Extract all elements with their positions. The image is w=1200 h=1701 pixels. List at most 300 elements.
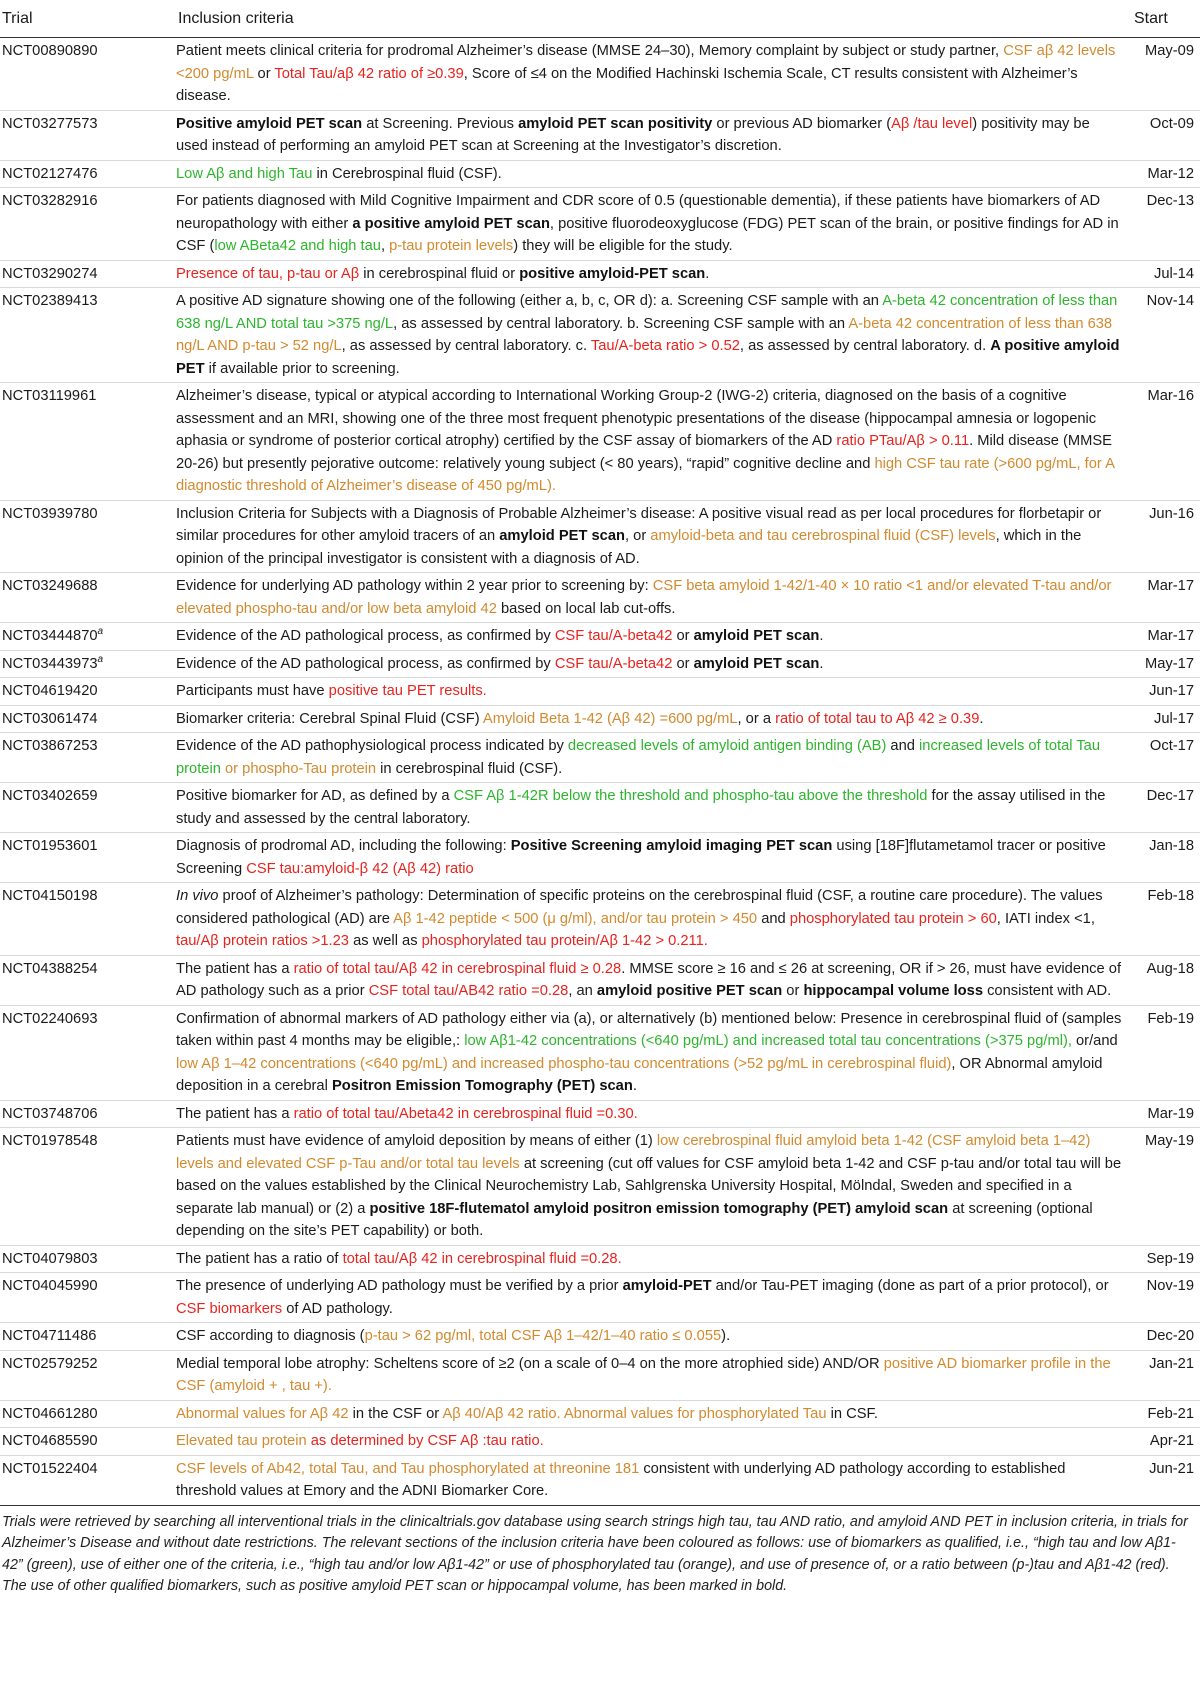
- start-date-cell: [1134, 783, 1200, 833]
- trial-id: NCT04619420: [2, 683, 98, 699]
- trial-id-cell: [0, 160, 176, 188]
- criteria-red-text: Tau/A-beta ratio > 0.52: [590, 338, 740, 354]
- start-date: Jun-16: [1149, 505, 1194, 522]
- trial-id-cell: [0, 38, 176, 111]
- inclusion-criteria-cell: [176, 188, 1134, 261]
- criteria-green-text: Low Aβ and high Tau: [176, 165, 313, 182]
- criteria-orange-text: A-beta 42 concentration of less than 638 ng/L AND p-tau > 52 ng/L: [176, 315, 1113, 354]
- trial-id: NCT02127476: [2, 165, 98, 182]
- table-row: [0, 383, 1200, 501]
- criteria-text: for the assay utilised in the study and assessed by the central laboratory.: [176, 788, 1106, 827]
- start-date: Jan-18: [1149, 838, 1194, 854]
- criteria-orange-text: p-tau > 62 pg/ml, total CSF Aβ 1–42/1–40 ratio ≤ 0.055: [364, 1328, 722, 1344]
- criteria-text: at Screening. Previous: [362, 115, 519, 132]
- criteria-red-text: CSF biomarkers: [176, 1300, 283, 1317]
- criteria-orange-text: high CSF tau rate (>600 pg/mL, for A diagnostic threshold of Alzheimer’s disease of 450 pg/mL).: [176, 455, 1115, 494]
- inclusion-criteria-cell: [176, 383, 1134, 501]
- table-row: [0, 1400, 1200, 1428]
- start-date: Dec-13: [1146, 193, 1194, 209]
- start-date: Mar-19: [1147, 1105, 1194, 1122]
- criteria-text: ) positivity may be used instead of performing an amyloid PET scan at Screening at the Investigator’s discretion.: [176, 115, 1090, 154]
- criteria-text: Patient meets clinical criteria for prodromal Alzheimer’s disease (MMSE 24–30), Memory complaint by subject or study partner,: [176, 43, 1004, 59]
- criteria-text: in CSF.: [826, 1405, 878, 1422]
- table-header: [0, 0, 1200, 38]
- start-date-cell: [1134, 500, 1200, 573]
- trial-id: NCT04661280: [2, 1405, 98, 1422]
- trial-id: NCT02240693: [2, 1010, 98, 1027]
- criteria-text: Patients must have evidence of amyloid deposition by means of either (1): [176, 1133, 657, 1149]
- start-date-cell: [1134, 383, 1200, 501]
- criteria-text: .: [979, 710, 984, 727]
- start-date: Mar-17: [1147, 578, 1194, 594]
- criteria-text: Medial temporal lobe atrophy: Scheltens score of ≥2 (on a scale of 0–4 on the more atrophied side) AND/OR: [176, 1355, 884, 1372]
- trial-id: NCT03119961: [2, 388, 97, 404]
- start-date: Apr-21: [1149, 1433, 1194, 1449]
- criteria-text: Inclusion Criteria for Subjects with a Diagnosis of Probable Alzheimer’s disease: A positive visual read as per local procedures for florbetapir or similar procedures for other amyloid tracers of an: [176, 505, 1102, 544]
- criteria-bold-text: amyloid PET scan: [693, 655, 820, 672]
- criteria-red-text: Presence of tau, p-tau or Aβ: [176, 265, 360, 282]
- inclusion-criteria-cell: [176, 1455, 1134, 1505]
- criteria-red-text: as determined by CSF Aβ :tau ratio.: [310, 1433, 544, 1449]
- table-row: [0, 500, 1200, 573]
- inclusion-criteria-cell: [176, 650, 1134, 678]
- inclusion-criteria-cell: [176, 260, 1134, 288]
- start-date: May-09: [1145, 43, 1194, 59]
- inclusion-criteria-cell: [176, 110, 1134, 160]
- criteria-text: Diagnosis of prodromal AD, including the following:: [176, 838, 511, 854]
- criteria-red-text: CSF tau:amyloid-β 42 (Aβ 42) ratio: [246, 860, 474, 877]
- criteria-text: Evidence of the AD pathological process, as confirmed by: [176, 628, 555, 644]
- criteria-text: or previous AD biomarker (: [712, 115, 892, 132]
- trial-id-cell: [0, 1245, 176, 1273]
- criteria-orange-text: or phospho-Tau protein: [225, 760, 377, 777]
- start-date-cell: [1134, 1350, 1200, 1400]
- criteria-bold-text: amyloid PET scan: [693, 628, 820, 644]
- criteria-text: consistent with underlying AD pathology according to established threshold values at Emory and the ADNI Biomarker Core.: [176, 1460, 1066, 1499]
- criteria-red-text: Aβ /tau level: [891, 115, 973, 132]
- criteria-orange-text: positive AD biomarker profile in the CSF (amyloid + , tau +).: [176, 1355, 1111, 1394]
- start-date-cell: [1134, 1128, 1200, 1246]
- criteria-text: , as assessed by central laboratory. b. Screening CSF sample with an: [393, 315, 849, 332]
- header-trial: Trial: [0, 0, 176, 38]
- start-date: Jan-21: [1149, 1355, 1194, 1372]
- trial-id: NCT00890890: [2, 43, 98, 59]
- criteria-text: CSF according to diagnosis (: [176, 1328, 365, 1344]
- trial-id-cell: [0, 1323, 176, 1351]
- criteria-red-text: CSF tau/A-beta42: [554, 628, 673, 644]
- table-row: [0, 1128, 1200, 1246]
- criteria-text: , IATI index <1,: [996, 910, 1095, 927]
- criteria-orange-text: Aβ 40/Aβ 42 ratio. Abnormal values for phosphorylated Tau: [442, 1405, 827, 1422]
- start-date-cell: [1134, 1455, 1200, 1505]
- start-date: Mar-16: [1147, 388, 1194, 404]
- criteria-text: Alzheimer’s disease, typical or atypical according to International Working Group-2 (IWG-2) criteria, diagnosed on the basis of a cognitive assessment and an MRI, showing one of the three most frequent phenotypic presentations of the disease (hippocampal amnesia or logopenic aphasia or syndrome of posterior cortical atrophy) certified by the CSF assay of biomarkers of the AD: [176, 388, 1097, 449]
- inclusion-criteria-cell: [176, 1245, 1134, 1273]
- inclusion-criteria-cell: [176, 833, 1134, 883]
- criteria-text: based on local lab cut-offs.: [496, 600, 676, 617]
- criteria-text: in cerebrospinal fluid (CSF).: [376, 760, 563, 777]
- criteria-orange-text: Abnormal values for Aβ 42: [176, 1405, 349, 1422]
- table-row: [0, 1455, 1200, 1505]
- start-date-cell: [1134, 38, 1200, 111]
- criteria-orange-text: CSF beta amyloid 1-42/1-40 × 10 ratio <1 and/or elevated T-tau and/or elevated phospho-tau and/or low beta amyloid 42: [176, 578, 1112, 617]
- inclusion-criteria-cell: [176, 38, 1134, 111]
- start-date-cell: [1134, 1005, 1200, 1100]
- inclusion-criteria-cell: [176, 678, 1134, 706]
- trial-id: NCT04150198: [2, 888, 98, 904]
- table-row: [0, 573, 1200, 623]
- trial-id-cell: [0, 288, 176, 383]
- trial-id-cell: [0, 623, 176, 651]
- criteria-text: , as assessed by central laboratory. c.: [341, 338, 591, 354]
- inclusion-criteria-cell: [176, 1005, 1134, 1100]
- criteria-bold-text: amyloid PET scan: [499, 528, 625, 544]
- trial-footnote-marker: a: [97, 653, 104, 665]
- criteria-text: , or: [624, 528, 651, 544]
- start-date: Oct-09: [1149, 115, 1194, 132]
- criteria-text: Participants must have: [176, 683, 329, 699]
- trial-id-cell: [0, 955, 176, 1005]
- start-date-cell: [1134, 623, 1200, 651]
- trial-id-cell: [0, 1400, 176, 1428]
- table-row: [0, 1350, 1200, 1400]
- table-row: [0, 1273, 1200, 1323]
- inclusion-criteria-cell: [176, 573, 1134, 623]
- start-date: Jun-17: [1149, 683, 1194, 699]
- criteria-text: and: [886, 738, 920, 754]
- table-row: [0, 733, 1200, 783]
- inclusion-criteria-cell: [176, 733, 1134, 783]
- trial-id: NCT04388254: [2, 960, 98, 977]
- criteria-orange-text: low Aβ 1–42 concentrations (<640 pg/mL) and increased phospho-tau concentrations (>52 pg/mL in cerebrospinal fluid): [176, 1055, 952, 1072]
- start-date-cell: [1134, 288, 1200, 383]
- trial-id-cell: [0, 1350, 176, 1400]
- criteria-bold-text: a positive amyloid PET scan: [352, 215, 550, 232]
- criteria-text: .: [819, 628, 824, 644]
- criteria-text: proof of Alzheimer’s pathology: Determination of specific proteins on the cerebrospinal fluid (CSF, a routine care procedure). The values considered pathological (AD) are: [176, 888, 1103, 927]
- criteria-red-text: CSF total tau/AB42 ratio =0.28: [368, 983, 569, 999]
- trial-id-cell: [0, 1005, 176, 1100]
- criteria-orange-text: p-tau protein levels: [389, 238, 514, 254]
- start-date: Dec-20: [1146, 1328, 1194, 1344]
- criteria-red-text: ratio PTau/Aβ > 0.11: [836, 433, 970, 449]
- trial-id-cell: [0, 500, 176, 573]
- start-date-cell: [1134, 705, 1200, 733]
- criteria-green-text: low Aβ1-42 concentrations (<640 pg/mL) and increased total tau concentrations (>375 pg/ml),: [464, 1033, 1072, 1049]
- trial-id-cell: [0, 833, 176, 883]
- trial-id-cell: [0, 650, 176, 678]
- start-date-cell: [1134, 573, 1200, 623]
- start-date: Dec-17: [1146, 788, 1194, 804]
- start-date: Oct-17: [1149, 738, 1194, 754]
- table-row: [0, 955, 1200, 1005]
- criteria-bold-text: amyloid positive PET scan: [596, 983, 783, 999]
- start-date-cell: [1134, 1323, 1200, 1351]
- start-date: Feb-19: [1147, 1010, 1194, 1027]
- trial-id: NCT03290274: [2, 265, 98, 282]
- table-row: [0, 1100, 1200, 1128]
- inclusion-criteria-cell: [176, 1128, 1134, 1246]
- criteria-red-text: ratio of total tau to Aβ 42 ≥ 0.39: [775, 710, 980, 727]
- criteria-text: at screening (cut off values for CSF amyloid beta 1-42 and CSF p-tau and/or total tau will be based on the values established by the Clinical Neurochemistry Lab, Sahlgrenska University Hospital, Mölndal, Sweden and specified in a separate lab manual) or (2) a: [176, 1155, 1122, 1217]
- start-date-cell: [1134, 833, 1200, 883]
- start-date: May-19: [1145, 1133, 1194, 1149]
- criteria-text: ).: [721, 1328, 731, 1344]
- trial-id-cell: [0, 260, 176, 288]
- criteria-text: , positive fluorodeoxyglucose (FDG) PET scan of the brain, or positive findings for AD in CSF (: [176, 215, 1119, 254]
- start-date: Jun-21: [1149, 1460, 1194, 1477]
- start-date: May-17: [1145, 655, 1194, 672]
- start-date-cell: [1134, 955, 1200, 1005]
- criteria-italic-text: In vivo: [176, 888, 219, 904]
- criteria-text: or/and: [1071, 1033, 1118, 1049]
- start-date-cell: [1134, 650, 1200, 678]
- criteria-text: Positive biomarker for AD, as defined by a: [176, 788, 454, 804]
- start-date: Feb-21: [1147, 1405, 1194, 1422]
- trial-id-cell: [0, 1128, 176, 1246]
- criteria-text: or: [672, 628, 694, 644]
- criteria-text: using [18F]flutametamol tracer or positive Screening: [176, 838, 1106, 877]
- criteria-text: of AD pathology.: [282, 1300, 393, 1317]
- table-row: [0, 110, 1200, 160]
- table-footnote: Trials were retrieved by searching all interventional trials in the clinicaltrials.gov database using search strings high tau, tau AND ratio, and amyloid AND PET in inclusion criteria, in trials for Alzheimer’s Disease and without date restrictions. The relevant sections of the inclusion criteria have been coloured as follows: use of biomarkers as qualified, i.e., “high tau and low Aβ1-42” (green), use of either one of the criteria, i.e., “high tau and/or low Aβ1-42” or use of phosphorylated tau (orange), and use of presence of, or a ratio between (p-)tau and Aβ1-42 (red). The use of other qualified biomarkers, such as positive amyloid PET scan or hippocampal volume, has been marked in bold.: [2, 1513, 1188, 1594]
- table-row: [0, 1005, 1200, 1100]
- criteria-red-text: CSF tau/A-beta42: [554, 655, 673, 672]
- table-row: [0, 783, 1200, 833]
- criteria-green-text: decreased levels of amyloid antigen binding (AB): [567, 738, 887, 754]
- start-date: Mar-17: [1147, 628, 1194, 644]
- table-row: [0, 1245, 1200, 1273]
- start-date: Jul-14: [1153, 265, 1194, 282]
- start-date: Feb-18: [1147, 888, 1194, 904]
- criteria-text: if available prior to screening.: [204, 360, 400, 377]
- inclusion-criteria-cell: [176, 288, 1134, 383]
- trial-id: NCT03402659: [2, 788, 98, 804]
- criteria-text: consistent with AD.: [983, 983, 1112, 999]
- criteria-text: or: [672, 655, 694, 672]
- inclusion-criteria-cell: [176, 1273, 1134, 1323]
- start-date-cell: [1134, 188, 1200, 261]
- criteria-text: in Cerebrospinal fluid (CSF).: [312, 165, 502, 182]
- criteria-bold-text: Positive Screening amyloid imaging PET scan: [510, 838, 833, 854]
- criteria-text: and/or Tau-PET imaging (done as part of a prior protocol), or: [711, 1278, 1109, 1294]
- trial-id: NCT03061474: [2, 710, 98, 727]
- trial-id-cell: [0, 110, 176, 160]
- criteria-text: Evidence of the AD pathophysiological process indicated by: [176, 738, 568, 754]
- trial-id: NCT04711486: [2, 1328, 97, 1344]
- trial-id: NCT03867253: [2, 738, 98, 754]
- criteria-green-text: low ABeta42 and high tau: [214, 238, 381, 254]
- trial-footnote-marker: a: [97, 626, 104, 638]
- criteria-green-text: A-beta 42 concentration of less than 638 ng/L AND total tau >375 ng/L: [176, 293, 1118, 332]
- table-row: [0, 160, 1200, 188]
- trial-id: NCT03277573: [2, 115, 98, 132]
- trial-id-cell: [0, 883, 176, 956]
- start-date-cell: [1134, 260, 1200, 288]
- trial-id-cell: [0, 1273, 176, 1323]
- start-date: Aug-18: [1146, 960, 1194, 977]
- trial-id: NCT01953601: [2, 838, 98, 854]
- criteria-text: , as assessed by central laboratory. d.: [739, 338, 991, 354]
- table-row: [0, 288, 1200, 383]
- inclusion-criteria-cell: [176, 1323, 1134, 1351]
- criteria-orange-text: Amyloid Beta 1-42 (Aβ 42) =600 pg/mL: [482, 710, 738, 727]
- criteria-text: .: [705, 265, 710, 282]
- table-row: [0, 650, 1200, 678]
- criteria-orange-text: amyloid-beta and tau cerebrospinal fluid (CSF) levels: [650, 528, 996, 544]
- inclusion-criteria-cell: [176, 500, 1134, 573]
- criteria-red-text: tau/Aβ protein ratios >1.23: [176, 933, 349, 949]
- start-date-cell: [1134, 1245, 1200, 1273]
- trial-id: NCT02389413: [2, 293, 98, 309]
- trial-id-cell: [0, 1100, 176, 1128]
- criteria-bold-text: amyloid PET scan positivity: [518, 115, 713, 132]
- start-date-cell: [1134, 1400, 1200, 1428]
- criteria-text: The patient has a: [176, 960, 294, 977]
- criteria-bold-text: amyloid-PET: [622, 1278, 712, 1294]
- start-date-cell: [1134, 678, 1200, 706]
- start-date: Nov-19: [1146, 1278, 1194, 1294]
- criteria-text: For patients diagnosed with Mild Cognitive Impairment and CDR score of 0.5 (questionable dementia), if these patients have biomarkers of AD neuropathology with either: [176, 193, 1101, 232]
- criteria-red-text: phosphorylated tau protein/Aβ 1-42 > 0.211.: [421, 933, 708, 949]
- table-row: [0, 705, 1200, 733]
- trial-id: NCT03939780: [2, 505, 98, 522]
- trial-id-cell: [0, 1428, 176, 1456]
- criteria-text: .: [632, 1078, 637, 1094]
- criteria-orange-text: CSF levels of Ab42, total Tau, and Tau phosphorylated at threonine 181: [176, 1460, 640, 1477]
- table-row: [0, 1323, 1200, 1351]
- table-row: [0, 38, 1200, 111]
- criteria-text: The patient has a ratio of: [176, 1250, 343, 1267]
- criteria-green-text: increased levels of total Tau protein: [176, 738, 1100, 777]
- criteria-text: ,: [380, 238, 390, 254]
- trial-id-cell: [0, 733, 176, 783]
- trial-id: NCT04079803: [2, 1250, 98, 1267]
- trial-id-cell: [0, 705, 176, 733]
- inclusion-criteria-cell: [176, 1350, 1134, 1400]
- table-row: [0, 1428, 1200, 1456]
- table-row: [0, 833, 1200, 883]
- inclusion-criteria-cell: [176, 883, 1134, 956]
- criteria-text: The presence of underlying AD pathology must be verified by a prior: [176, 1278, 623, 1294]
- trial-id: NCT01978548: [2, 1133, 98, 1149]
- trial-id-cell: [0, 383, 176, 501]
- criteria-bold-text: Positron Emission Tomography (PET) scan: [331, 1078, 633, 1094]
- criteria-text: at screening (optional depending on the site’s PET capability) or both.: [176, 1200, 1093, 1239]
- criteria-text: . MMSE score ≥ 16 and ≤ 26 at screening, OR if > 26, must have evidence of AD pathology such as a prior: [176, 960, 1122, 999]
- criteria-text: and: [757, 910, 790, 927]
- trial-id-cell: [0, 783, 176, 833]
- criteria-text: Evidence of the AD pathological process, as confirmed by: [176, 655, 555, 672]
- trial-id: NCT03443973: [2, 655, 98, 672]
- start-date-cell: [1134, 1428, 1200, 1456]
- start-date-cell: [1134, 1273, 1200, 1323]
- criteria-green-text: CSF Aβ 1-42R below the threshold and phospho-tau above the threshold: [453, 788, 928, 804]
- start-date-cell: [1134, 883, 1200, 956]
- trial-id: NCT03282916: [2, 193, 98, 209]
- header-start: Start: [1134, 0, 1200, 38]
- trial-id-cell: [0, 678, 176, 706]
- criteria-text: . Mild disease (MMSE 20-26) but presently pejorative outcome: relatively young subject (< 80 years), “rapid” cognitive decline and: [176, 433, 1112, 472]
- trial-id: NCT01522404: [2, 1460, 98, 1477]
- table-row: [0, 883, 1200, 956]
- trial-id: NCT03444870: [2, 628, 98, 644]
- criteria-orange-text: low cerebrospinal fluid amyloid beta 1-42 (CSF amyloid beta 1–42) levels and elevated CSF p-Tau and/or total tau levels: [176, 1133, 1091, 1172]
- inclusion-criteria-cell: [176, 955, 1134, 1005]
- table-row: [0, 260, 1200, 288]
- criteria-text: in cerebrospinal fluid or: [359, 265, 520, 282]
- table-row: [0, 678, 1200, 706]
- criteria-bold-text: positive 18F-flutematol amyloid positron emission tomography (PET) amyloid scan: [369, 1200, 949, 1217]
- criteria-bold-text: positive amyloid-PET scan: [519, 265, 706, 282]
- header-row: [0, 0, 1200, 38]
- criteria-bold-text: A positive amyloid PET: [176, 338, 1120, 377]
- start-date: Jul-17: [1153, 710, 1194, 727]
- table-row: [0, 623, 1200, 651]
- criteria-red-text: Total Tau/aβ 42 ratio of ≥0.39: [274, 65, 464, 82]
- trial-id: NCT04045990: [2, 1278, 98, 1294]
- criteria-orange-text: CSF aβ 42 levels <200 pg/mL: [176, 43, 1116, 82]
- trial-id: NCT04685590: [2, 1433, 98, 1449]
- criteria-text: as well as: [348, 933, 422, 949]
- criteria-text: ) they will be eligible for the study.: [513, 238, 733, 254]
- trial-id-cell: [0, 1455, 176, 1505]
- criteria-text: or: [782, 983, 804, 999]
- inclusion-criteria-cell: [176, 1428, 1134, 1456]
- inclusion-criteria-cell: [176, 1100, 1134, 1128]
- criteria-red-text: total tau/Aβ 42 in cerebrospinal fluid =0.28.: [342, 1250, 622, 1267]
- trial-id: NCT02579252: [2, 1355, 98, 1372]
- criteria-text: , which in the opinion of the principal investigator is consistent with a diagnosis of AD.: [176, 528, 1082, 567]
- inclusion-criteria-cell: [176, 783, 1134, 833]
- criteria-bold-text: hippocampal volume loss: [803, 983, 983, 999]
- start-date-cell: [1134, 160, 1200, 188]
- criteria-red-text: positive tau PET results.: [328, 683, 487, 699]
- criteria-text: Biomarker criteria: Cerebral Spinal Fluid (CSF): [176, 710, 483, 727]
- trial-id-cell: [0, 573, 176, 623]
- header-inclusion-criteria: Inclusion criteria: [176, 0, 1134, 38]
- criteria-text: The patient has a: [176, 1105, 294, 1122]
- start-date-cell: [1134, 110, 1200, 160]
- criteria-bold-text: Positive amyloid PET scan: [176, 115, 363, 132]
- criteria-text: , Score of ≤4 on the Modified Hachinski Ischemia Scale, CT results consistent with Alzheimer’s disease.: [176, 65, 1078, 104]
- criteria-text: A positive AD signature showing one of the following (either a, b, c, OR d): a. Screening CSF sample with an: [176, 293, 883, 309]
- criteria-text: Evidence for underlying AD pathology within 2 year prior to screening by:: [176, 578, 653, 594]
- criteria-text: , OR Abnormal amyloid deposition in a cerebral: [176, 1055, 1103, 1094]
- criteria-red-text: ratio of total tau/Abeta42 in cerebrospinal fluid =0.30.: [293, 1105, 638, 1122]
- criteria-orange-text: Aβ 1-42 peptide < 500 (μ g/ml), and/or tau protein > 450: [393, 910, 758, 927]
- inclusion-criteria-cell: [176, 160, 1134, 188]
- table-body: [0, 38, 1200, 1506]
- criteria-orange-text: Elevated tau protein: [176, 1433, 307, 1449]
- trial-id-cell: [0, 188, 176, 261]
- criteria-red-text: phosphorylated tau protein > 60: [789, 910, 997, 927]
- inclusion-criteria-cell: [176, 623, 1134, 651]
- start-date-cell: [1134, 733, 1200, 783]
- start-date: Nov-14: [1146, 293, 1194, 309]
- start-date: Sep-19: [1146, 1250, 1194, 1267]
- criteria-red-text: ratio of total tau/Aβ 42 in cerebrospinal fluid ≥ 0.28: [293, 960, 622, 977]
- trial-id: NCT03748706: [2, 1105, 98, 1122]
- criteria-text: .: [819, 655, 824, 672]
- criteria-text: , an: [568, 983, 597, 999]
- criteria-text: Confirmation of abnormal markers of AD pathology either via (a), or alternatively (b) mentioned below: Presence in cerebrospinal fluid of (samples taken within past 4 months may be eligible,:: [176, 1010, 1122, 1049]
- criteria-text: , or a: [737, 710, 776, 727]
- trial-id: NCT03249688: [2, 578, 98, 594]
- start-date-cell: [1134, 1100, 1200, 1128]
- inclusion-criteria-cell: [176, 705, 1134, 733]
- start-date: Mar-12: [1147, 165, 1194, 182]
